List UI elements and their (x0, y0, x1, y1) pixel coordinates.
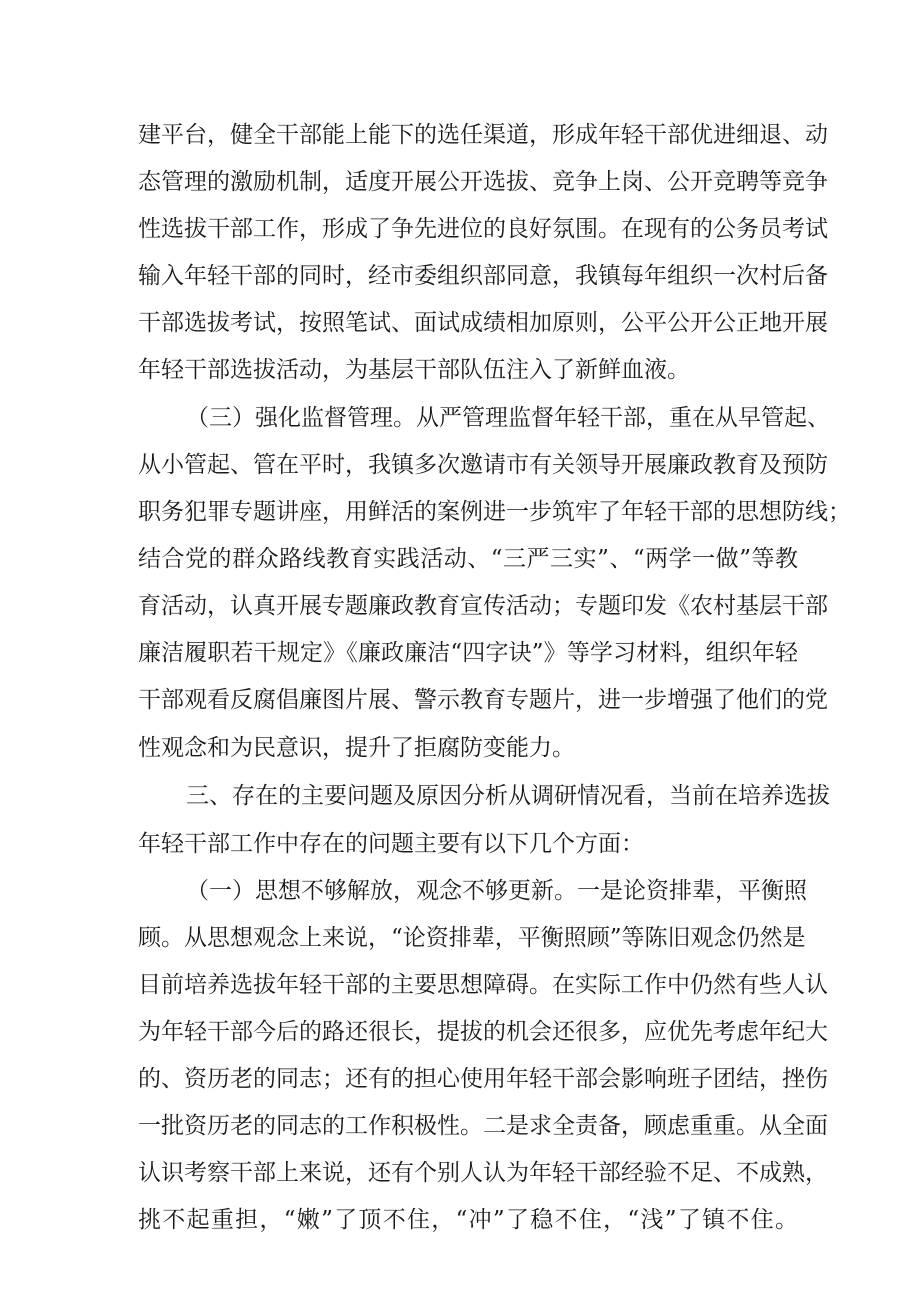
text-line: 的、资历老的同志；还有的担心使用年轻干部会影响班子团结，挫伤 (138, 1066, 828, 1092)
text-line: 年轻干部工作中存在的问题主要有以下几个方面： (138, 831, 644, 857)
text-line: 建平台，健全干部能上能下的选任渠道，形成年轻干部优进细退、动 (138, 122, 828, 148)
text-line: 性观念和为民意识，提升了拒腐防变能力。 (138, 735, 575, 761)
section-heading-line: （三）强化监督管理。从严管理监督年轻干部，重在从早管起、 (186, 405, 830, 431)
text-line: 认识考察干部上来说，还有个别人认为年轻干部经验不足、不成熟， (138, 1160, 828, 1186)
text-line: 年轻干部选拔活动，为基层干部队伍注入了新鲜血液。 (138, 357, 690, 383)
text-line: 目前培养选拔年轻干部的主要思想障碍。在实际工作中仍然有些人认 (138, 972, 828, 998)
text-line: 从小管起、管在平时，我镇多次邀请市有关领导开展廉政教育及预防 (138, 452, 828, 478)
text-line: 结合党的群众路线教育实践活动、“三严三实”、“两学一做”等教 (138, 546, 798, 572)
text-line: 育活动，认真开展专题廉政教育宣传活动；专题印发《农村基层干部 (138, 593, 828, 619)
text-line: 一批资历老的同志的工作积极性。二是求全责备，顾虑重重。从全面 (138, 1113, 828, 1139)
section-heading-line: （一）思想不够解放，观念不够更新。一是论资排辈，平衡照 (186, 878, 807, 904)
text-line: 干部选拔考试，按照笔试、面试成绩相加原则，公平公开公正地开展 (138, 310, 828, 336)
text-line: 输入年轻干部的同时，经市委组织部同意，我镇每年组织一次村后备 (138, 263, 828, 289)
text-line: 态管理的激励机制，适度开展公开选拔、竞争上岗、公开竞聘等竞争 (138, 169, 828, 195)
text-line: 顾。从思想观念上来说，“论资排辈，平衡照顾”等陈旧观念仍然是 (138, 925, 806, 951)
text-line: 职务犯罪专题讲座，用鲜活的案例进一步筑牢了年轻干部的思想防线； (138, 499, 851, 525)
text-line: 挑不起重担，“嫩”了顶不住，“冲”了稳不住，“浅”了镇不住。 (138, 1207, 798, 1233)
text-line: 为年轻干部今后的路还很长，提拔的机会还很多，应优先考虑年纪大 (138, 1019, 828, 1045)
section-heading-line: 三、存在的主要问题及原因分析从调研情况看，当前在培养选拔 (186, 783, 830, 809)
text-line: 性选拔干部工作，形成了争先进位的良好氛围。在现有的公务员考试 (138, 216, 828, 242)
text-line: 廉洁履职若干规定》《廉政廉洁“四字诀”》等学习材料，组织年轻 (138, 640, 798, 666)
text-line: 干部观看反腐倡廉图片展、警示教育专题片，进一步增强了他们的党 (138, 687, 828, 713)
